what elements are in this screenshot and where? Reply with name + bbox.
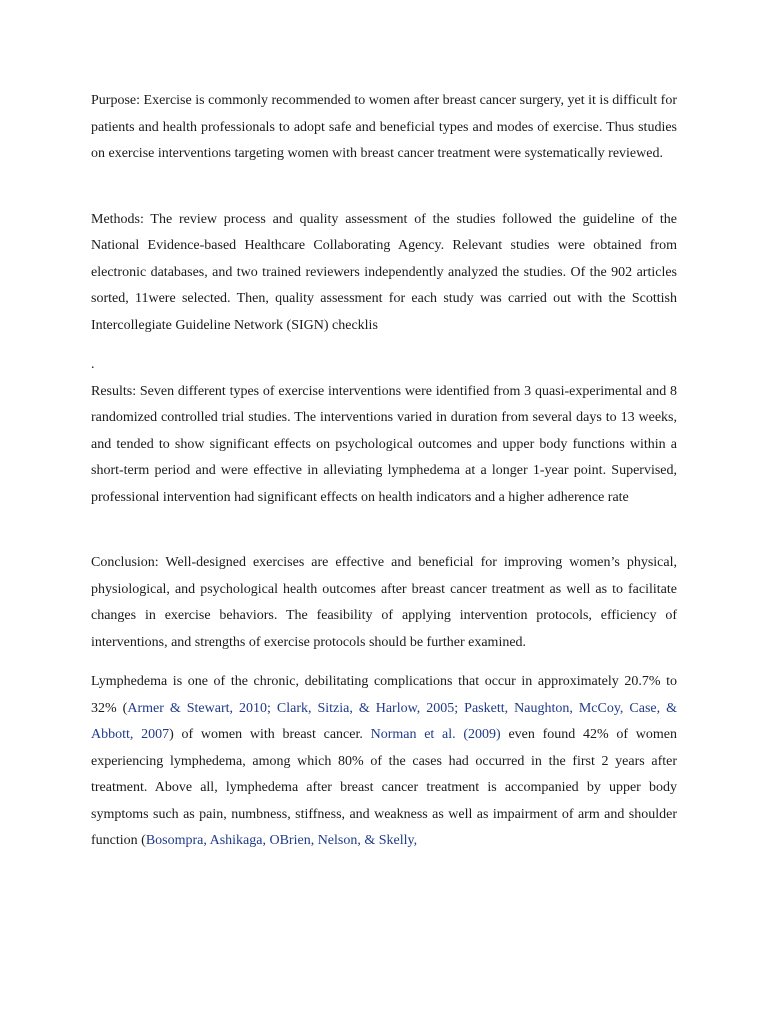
document-page — [91, 88, 677, 855]
body-text: even found 42% of women experiencing lymphedema, among which 80% of the cases had occurred in the first 2 years after treatment. Above all, lymphedema after breast cancer treatment is accompanied by upper body symptoms such as pain, numbness, stiffness, and weakness as well as impairment of arm and shoulder function ( — [91, 727, 677, 848]
citation-link[interactable]: Armer & Stewart, 2010; Clark, Sitzia, & Harlow, 2005; Paskett, Naughton, McCoy, Case, & Abbott, 2007 — [91, 700, 678, 742]
body-text: Lymphedema is one of the chronic, debilitating complications that occur in approximately 20.7% to 32% ( — [91, 674, 677, 716]
spacer — [91, 168, 677, 207]
conclusion-paragraph: Conclusion: Well-designed exercises are effective and beneficial for improving women’s physical, physiological, and psychological health outcomes after breast cancer treatment as well as to facilitate changes in exercise behaviors. The feasibility of applying intervention protocols, efficiency of interventions, and strengths of exercise protocols should be further examined. — [91, 555, 677, 650]
spacer — [91, 511, 677, 550]
lymphedema-paragraph — [91, 669, 677, 855]
spacer — [91, 656, 677, 669]
stray-period: . — [91, 357, 95, 372]
citation-link[interactable]: Norman et al. (2009) — [370, 727, 501, 742]
body-text: ) of women with breast cancer. — [169, 727, 371, 742]
purpose-paragraph: Purpose: Exercise is commonly recommended to women after breast cancer surgery, yet it is difficult for patients and health professionals to adopt safe and beneficial types and modes of exercise. Thus studies on exercise interventions targeting women with breast cancer treatment were systematically reviewed. — [91, 93, 677, 161]
results-paragraph: Results: Seven different types of exercise interventions were identified from 3 quasi-experimental and 8 randomized controlled trial studies. The interventions varied in duration from several days to 13 weeks, and tended to show significant effects on psychological outcomes and upper body functions within a short-term period and were effective in alleviating lymphedema at a longer 1-year point. Supervised, professional intervention had significant effects on health indicators and a higher adherence rate — [91, 383, 677, 505]
spacer — [91, 339, 677, 352]
methods-paragraph: Methods: The review process and quality assessment of the studies followed the guideline of the National Evidence-based Healthcare Collaborating Agency. Relevant studies were obtained from electronic databases, and two trained reviewers independently analyzed the studies. Of the 902 articles sorted, 11were selected. Then, quality assessment for each study was carried out with the Scottish Intercollegiate Guideline Network (SIGN) checklis — [91, 211, 677, 333]
citation-link[interactable]: Bosompra, Ashikaga, OBrien, Nelson, & Skelly, — [145, 833, 418, 848]
